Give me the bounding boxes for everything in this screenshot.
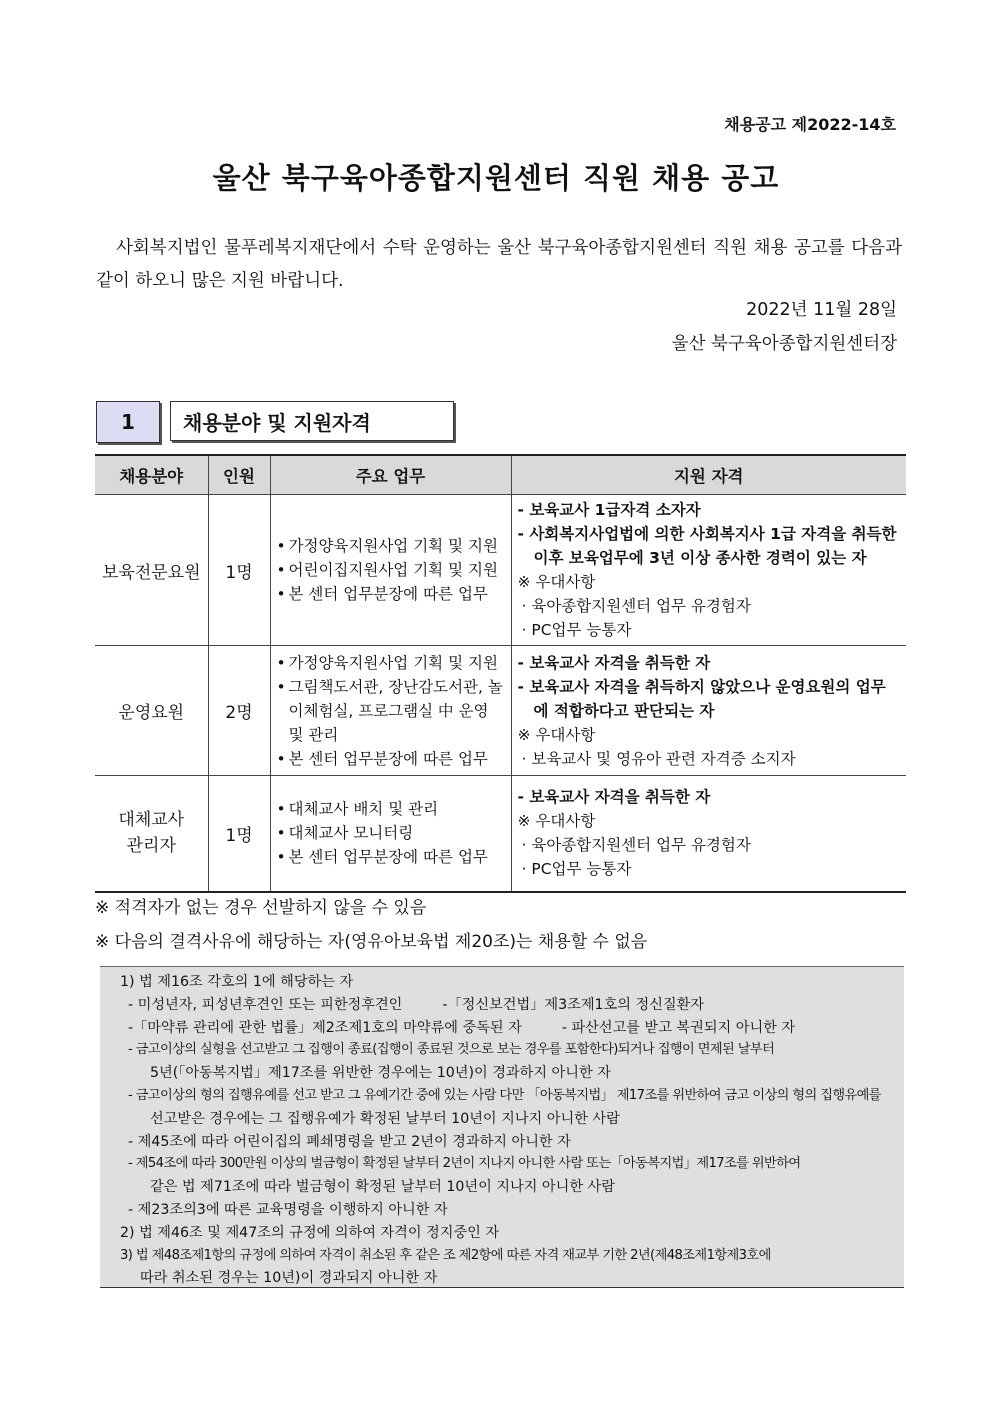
- qualification-item: - 보육교사 자격을 취득한 자: [517, 788, 711, 807]
- qualification-item: - 보육교사 자격을 취득한 자: [517, 653, 711, 672]
- disq-line: [120, 994, 892, 1017]
- duty-item: • 본 센터 업무분장에 따른 업무: [277, 845, 507, 869]
- disq-line: - 제23조의3에 따른 교육명령을 이행하지 아니한 자: [128, 1201, 448, 1218]
- qualifications-cell: [511, 495, 906, 646]
- disq-line: 같은 법 제71조에 따라 벌금형이 확정된 날부터 10년이 지나지 아니한 사람: [150, 1179, 615, 1196]
- duty-item: • 가정양육지원사업 기획 및 지원: [277, 534, 507, 558]
- disq-line: - 제54조에 따라 300만원 이상의 벌금형이 확정된 날부터 2년이 지나지 아니한 사람 또는「아동복지법」제17조를 위반하여: [128, 1156, 801, 1172]
- duty-item: • 대체교사 모니터링: [277, 821, 507, 845]
- issuer-name: 울산 북구육아종합지원센터장: [671, 334, 897, 354]
- count-cell: 1명: [208, 495, 270, 646]
- note-no-qualified: ※ 적격자가 없는 경우 선발하지 않을 수 있음: [95, 898, 427, 918]
- table-row: [95, 776, 906, 892]
- field-cell: 대체교사 관리자: [95, 776, 208, 892]
- duty-item: • 본 센터 업무분장에 따른 업무: [277, 747, 507, 771]
- duties-cell: [270, 776, 511, 892]
- disqualification-box: [100, 966, 904, 1288]
- duty-item: • 그림책도서관, 장난감도서관, 놀이체험실, 프로그램실 中 운영 및 관리: [277, 675, 507, 747]
- page-title: 울산 북구육아종합지원센터 직원 채용 공고: [212, 161, 780, 195]
- qualification-item: - 사회복지사업법에 의한 사회복지사 1급 자격을 취득한 이후 보육업무에 3년 이상 종사한 경력이 있는 자: [517, 525, 897, 567]
- table-row: [95, 495, 906, 646]
- recruitment-table: [95, 454, 906, 893]
- disq-item: - 파산선고를 받고 복권되지 아니한 자: [561, 1019, 796, 1036]
- disq-line: [120, 1017, 892, 1040]
- disq-line: 선고받은 경우에는 그 집행유예가 확정된 날부터 10년이 지나지 아니한 사람: [150, 1110, 620, 1127]
- column-header: 주요 업무: [270, 455, 511, 495]
- duties-cell: [270, 646, 511, 776]
- qualification-item: - 보육교사 자격을 취득하지 않았으나 운영요원의 업무에 적합하다고 판단되는 자: [517, 677, 886, 720]
- intro-paragraph: [96, 232, 902, 298]
- qualifications-cell: [511, 646, 906, 776]
- count-cell: 1명: [208, 776, 270, 892]
- disq-item: - 미성년자, 피성년후견인 또는 피한정후견인: [128, 996, 403, 1013]
- disq-line: 1) 법 제16조 각호의 1에 해당하는 자: [120, 974, 354, 990]
- qualifications-cell: [511, 776, 906, 892]
- count-cell: 2명: [208, 646, 270, 776]
- field-cell: 운영요원: [95, 646, 208, 776]
- preference-heading: ※ 우대사항: [517, 725, 596, 744]
- duties-cell: [270, 495, 511, 646]
- duty-item: • 가정양육지원사업 기획 및 지원: [277, 651, 507, 675]
- note-disqualification: ※ 다음의 결격사유에 해당하는 자(영유아보육법 제20조)는 채용할 수 없음: [95, 932, 648, 952]
- notice-number: 채용공고 제2022-14호: [724, 115, 896, 134]
- column-header: 인원: [208, 455, 270, 495]
- disq-line: 5년(「아동복지법」제17조를 위반한 경우에는 10년)이 경과하지 아니한 자: [150, 1065, 611, 1082]
- duty-item: • 어린이집지원사업 기획 및 지원: [277, 558, 507, 582]
- intro-text: 사회복지법인 물푸레복지재단에서 수탁 운영하는 울산 북구육아종합지원센터 직원 채용 공고를 다음과 같이 하오니 많은 지원 바랍니다.: [96, 238, 902, 291]
- preference-item: · PC업무 능통자: [521, 860, 632, 879]
- preference-item: · 보육교사 및 영유아 관련 자격증 소지자: [521, 749, 796, 768]
- disq-line: 3) 법 제48조제1항의 규정에 의하여 자격이 취소된 후 같은 조 제2항에 따른 자격 재교부 기한 2년(제48조제1항제3호에: [120, 1247, 771, 1263]
- table-header-row: [95, 455, 906, 495]
- disq-line: 2) 법 제46조 및 제47조의 규정에 의하여 자격이 정지중인 자: [120, 1224, 500, 1241]
- disq-item: -「마약류 관리에 관한 법률」제2조제1호의 마약류에 중독된 자: [128, 1019, 522, 1036]
- preference-item: · 육아종합지원센터 업무 유경험자: [521, 836, 751, 855]
- preference-item: · PC업무 능통자: [521, 621, 632, 639]
- preference-heading: ※ 우대사항: [517, 812, 596, 831]
- disq-line: - 금고이상의 형의 집행유예를 선고 받고 그 유예기간 중에 있는 사람 다만 「아동복지법」 제17조를 위반하여 금고 이상의 형의 집행유예를: [128, 1087, 881, 1103]
- duty-item: • 본 센터 업무분장에 따른 업무: [277, 582, 507, 606]
- column-header: 채용분야: [95, 455, 208, 495]
- preference-item: · 육아종합지원센터 업무 유경험자: [521, 597, 751, 615]
- disq-line: - 금고이상의 실형을 선고받고 그 집행이 종료(집행이 종료된 것으로 보는 경우를 포함한다)되거나 집행이 면제된 날부터: [128, 1042, 775, 1058]
- disq-item: -「정신보건법」제3조제1호의 정신질환자: [442, 996, 705, 1013]
- field-cell: 보육전문요원: [95, 495, 208, 646]
- section-title: 채용분야 및 지원자격: [170, 401, 454, 441]
- qualification-item: - 보육교사 1급자격 소자자: [517, 501, 701, 519]
- duty-item: • 대체교사 배치 및 관리: [277, 797, 507, 821]
- section-number: 1: [96, 401, 160, 443]
- notice-date: 2022년 11월 28일: [746, 300, 897, 320]
- disq-line: - 제45조에 따라 어린이집의 폐쇄명령을 받고 2년이 경과하지 아니한 자: [128, 1133, 571, 1150]
- disq-line: 따라 취소된 경우는 10년)이 경과되지 아니한 자: [140, 1270, 438, 1287]
- table-row: [95, 646, 906, 776]
- preference-heading: ※ 우대사항: [517, 573, 596, 591]
- column-header: 지원 자격: [511, 455, 906, 495]
